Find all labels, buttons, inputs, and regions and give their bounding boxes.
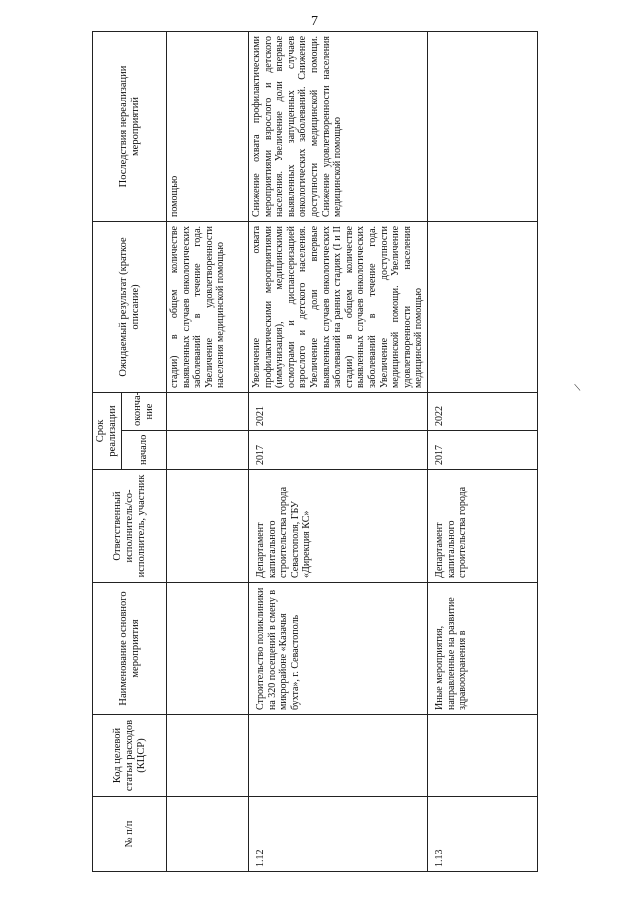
header-consequences: Последствия нереализации мероприятий xyxy=(93,31,167,221)
cell-result xyxy=(427,221,537,392)
header-end: оконча-ние xyxy=(122,392,167,430)
cell-responsible xyxy=(167,470,249,583)
cell-end: 2022 xyxy=(427,392,537,430)
cell-consequences xyxy=(427,31,537,221)
cell-result: стадии) в общем количестве выявленных случаев онкологических заболеваний в течение года. Увеличение удовлетворенности населения медицинской помощью xyxy=(167,221,249,392)
cell-num xyxy=(167,797,249,872)
cell-result: Увеличение охвата профилактическими мероприятиями (иммунизация), медицинскими осмотрами и диспансеризацией взрослого и детского населения. Увеличение доли впервые выявленных случаев онкологических заболеваний на ранних стадиях (I и II стадии) в общем количестве выявленных случаев онкологических заболеваний в течение года. Увеличение доступности медицинской помощи. Увеличение удовлетворенности населения медицинской помощью xyxy=(249,221,428,392)
header-name: Наименование основного мероприятия xyxy=(93,583,167,715)
cell-start: 2017 xyxy=(427,431,537,470)
cell-responsible: Департамент капитального строительства города xyxy=(427,470,537,583)
cell-start: 2017 xyxy=(249,431,428,470)
cell-consequences: Снижение охвата профилактическими мероприятиями взрослого и детского населения. Увеличение доли впервые выявленных запущенных случаев онкологических заболеваний. Снижение доступности медицинской помощи. Снижение удовлетворенности населения медицинской помощью xyxy=(249,31,428,221)
page-number: 7 xyxy=(311,14,318,29)
header-start: начало xyxy=(122,431,167,470)
cell-name xyxy=(167,583,249,715)
table-row xyxy=(249,31,428,871)
cell-code xyxy=(249,715,428,797)
rotated-table-page xyxy=(92,32,538,872)
header-num: № п/п xyxy=(93,797,167,872)
pen-tick-mark: / xyxy=(570,382,585,393)
table-row xyxy=(427,31,537,871)
cell-consequences: помощью xyxy=(167,31,249,221)
table-row xyxy=(167,31,249,871)
header-code: Код целевой статьи расходов (КЦСР) xyxy=(93,715,167,797)
cell-code xyxy=(167,715,249,797)
header-result: Ожидаемый результат (краткое описание) xyxy=(93,221,167,392)
cell-name: Строительство поликлиники на 320 посещений в смену в микрорайоне «Казачья бухта», г. Севастополь xyxy=(249,583,428,715)
cell-name: Иные мероприятия, направленные на развитие здравоохранения в xyxy=(427,583,537,715)
cell-end: 2021 xyxy=(249,392,428,430)
measures-table xyxy=(92,31,538,872)
cell-end xyxy=(167,392,249,430)
cell-start xyxy=(167,431,249,470)
cell-code xyxy=(427,715,537,797)
cell-num: 1.13 xyxy=(427,797,537,872)
header-period: Срок реализации xyxy=(93,392,122,469)
cell-num: 1.12 xyxy=(249,797,428,872)
header-responsible: Ответственный исполнитель/со-исполнитель, участник xyxy=(93,470,167,583)
cell-responsible: Департамент капитального строительства города Севастополя, ГБУ «Дирекция КС» xyxy=(249,470,428,583)
